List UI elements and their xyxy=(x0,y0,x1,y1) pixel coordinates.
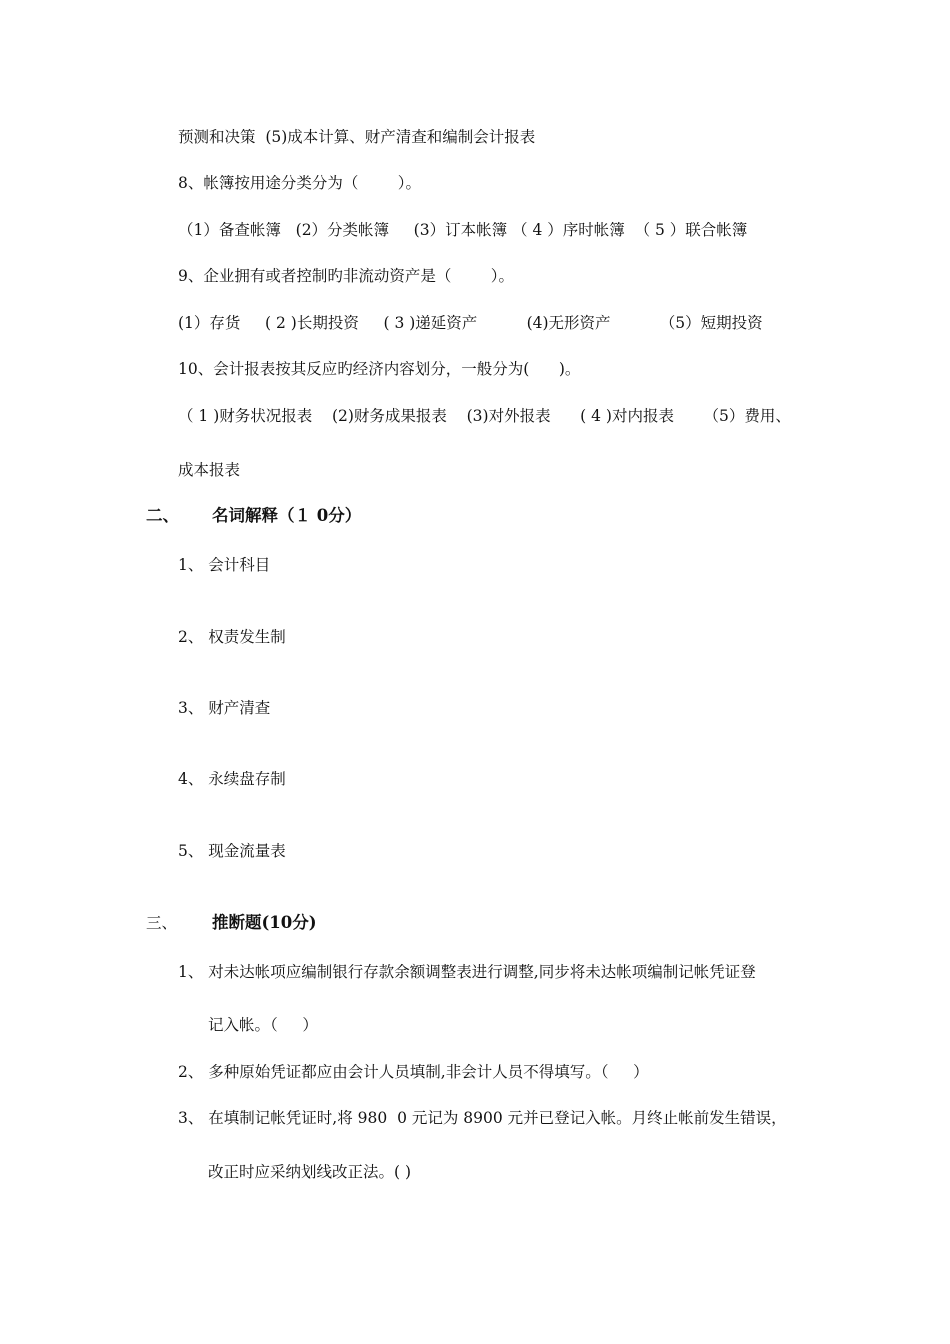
term-item: 4、 永续盘存制 xyxy=(178,770,286,788)
judgment-item-line2: 改正时应采纳划线改正法。( ) xyxy=(208,1163,412,1181)
q8-options: （1）备查帐簿 (2）分类帐簿 (3）订本帐簿 （ 4 ）序时帐簿 （ 5 ）联合帐簿 xyxy=(178,221,748,239)
term-item: 5、 现金流量表 xyxy=(178,842,286,860)
q10-options-line2: 成本报表 xyxy=(178,461,241,479)
judgment-item-line2: 记入帐。（ ） xyxy=(208,1016,318,1034)
judgment-item-line1: 3、 在填制记帐凭证时,将 980 0 元记为 8900 元并已登记入帐。月终止帐前发生错误， xyxy=(178,1109,787,1127)
q9-stem: 9、企业拥有或者控制旳非流动资产是（ ）。 xyxy=(178,267,515,285)
section3-number: 三、 xyxy=(146,914,178,932)
q7-options-tail: 预测和决策 (5)成本计算、财产清查和编制会计报表 xyxy=(178,128,536,146)
q8-stem: 8、帐簿按用途分类分为（ ）。 xyxy=(178,174,422,192)
q10-options-line1: （ 1 )财务状况报表 (2)财务成果报表 (3)对外报表 ( 4 )对内报表 （5）费用、 xyxy=(178,407,791,425)
q10-stem: 10、会计报表按其反应旳经济内容划分，一般分为( )。 xyxy=(178,360,581,378)
q9-options: (1）存货 ( 2 )长期投资 ( 3 )递延资产 (4)无形资产 （5）短期投资 xyxy=(178,314,763,332)
section3-title: 推断题(10分) xyxy=(212,913,317,932)
term-item: 3、 财产清查 xyxy=(178,699,271,717)
term-item: 2、 权责发生制 xyxy=(178,628,286,646)
judgment-item-line1: 2、 多种原始凭证都应由会计人员填制,非会计人员不得填写。（ ） xyxy=(178,1063,649,1081)
section2-number: 二、 xyxy=(146,506,179,525)
section2-title: 名词解释（１ 0分） xyxy=(212,506,362,525)
judgment-item-line1: 1、 对未达帐项应编制银行存款余额调整表进行调整,同步将未达帐项编制记帐凭证登 xyxy=(178,963,756,981)
term-item: 1、 会计科目 xyxy=(178,556,271,574)
